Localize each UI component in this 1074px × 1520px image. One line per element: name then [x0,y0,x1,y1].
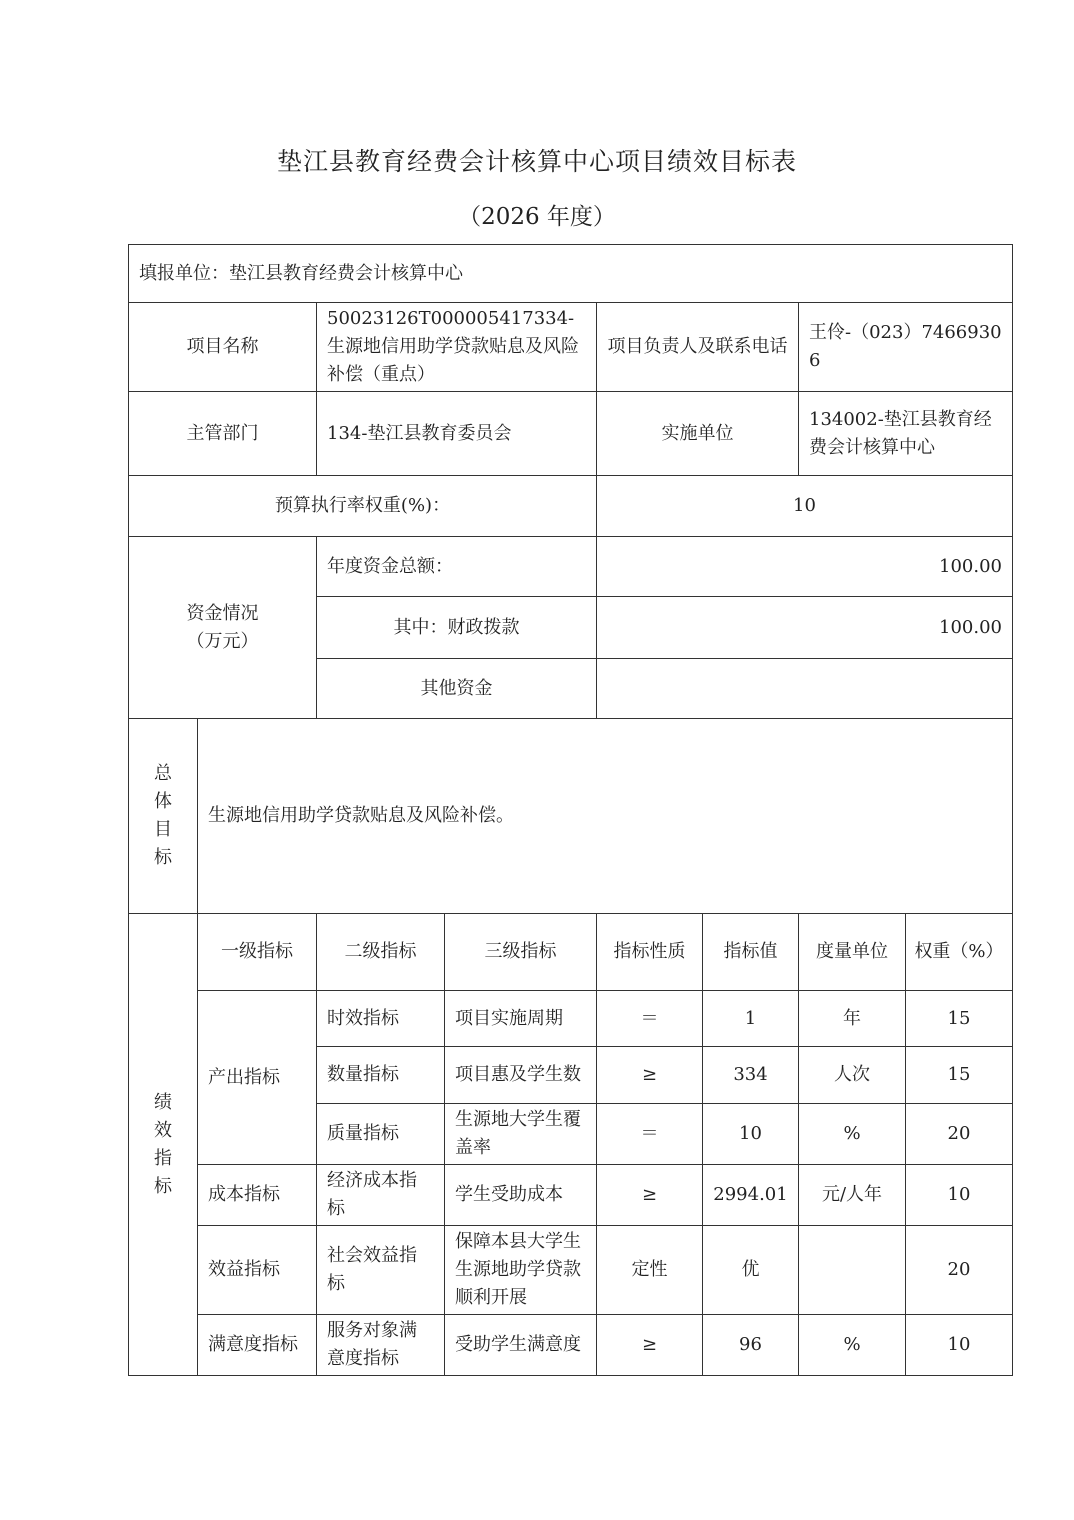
level3-cell: 项目惠及学生数 [445,1047,597,1104]
unit-cell: 年 [799,991,906,1047]
level2-cell: 经济成本指标 [317,1165,445,1226]
unit-cell: 人次 [799,1047,906,1104]
level2-cell: 数量指标 [317,1047,445,1104]
value-cell: 334 [703,1047,799,1104]
unit-cell: % [799,1315,906,1376]
level3-cell: 受助学生满意度 [445,1315,597,1376]
nature-cell: ≥ [597,1047,703,1104]
dept-label: 主管部门 [129,392,317,476]
value-cell: 10 [703,1104,799,1165]
level2-cell: 社会效益指标 [317,1226,445,1315]
unit-cell: % [799,1104,906,1165]
funds-label-text: 资金情况（万元） [186,602,259,652]
header-cell: 度量单位 [799,914,906,991]
goal-label-text: 总体目标 [153,763,172,868]
project-name-label: 项目名称 [129,303,317,392]
weight-cell: 15 [906,991,1013,1047]
project-name: 50023126T000005417334-生源地信用助学贷款贴息及风险补偿（重点） [317,303,597,392]
level2-cell: 服务对象满意度指标 [317,1315,445,1376]
document-year: （2026 年度） [458,204,616,230]
level3-cell: 学生受助成本 [445,1165,597,1226]
reporting-unit: 填报单位：垫江县教育经费会计核算中心 [129,245,1013,303]
value-cell: 96 [703,1315,799,1376]
unit-cell: 元/人年 [799,1165,906,1226]
goal-text: 生源地信用助学贷款贴息及风险补偿。 [198,719,1013,914]
indicator-header-row [129,914,1013,991]
level3-cell: 生源地大学生覆盖率 [445,1104,597,1165]
funds-total-label: 年度资金总额： [317,537,597,597]
document-title: 垫江县教育经费会计核算中心项目绩效目标表 [276,147,797,176]
funds-label [129,537,317,719]
funds-fiscal-label: 其中：财政拨款 [317,597,597,659]
table-row [129,991,1013,1047]
level3-cell: 项目实施周期 [445,991,597,1047]
contact-label: 项目负责人及联系电话 [597,303,799,392]
funds-other-label: 其他资金 [317,659,597,719]
header-cell: 指标值 [703,914,799,991]
weight-cell: 10 [906,1315,1013,1376]
contact: 王伶-（023）74669306 [799,303,1013,392]
impl-unit: 134002-垫江县教育经费会计核算中心 [799,392,1013,476]
table-row [129,1226,1013,1315]
header-cell: 一级指标 [198,914,317,991]
header-cell: 二级指标 [317,914,445,991]
unit-cell [799,1226,906,1315]
weight-cell: 15 [906,1047,1013,1104]
nature-cell: ≥ [597,1315,703,1376]
nature-cell: ＝ [597,991,703,1047]
funds-fiscal: 100.00 [597,597,1013,659]
weight-cell: 20 [906,1226,1013,1315]
budget-rate: 10 [597,476,1013,537]
impl-label: 实施单位 [597,392,799,476]
funds-other [597,659,1013,719]
nature-cell: ≥ [597,1165,703,1226]
header-cell: 三级指标 [445,914,597,991]
level1-cell: 产出指标 [198,991,317,1165]
goal-label [129,719,198,914]
header-cell: 指标性质 [597,914,703,991]
indicators-label-text: 绩效指标 [153,1091,172,1197]
weight-cell: 10 [906,1165,1013,1226]
level1-cell: 成本指标 [198,1165,317,1226]
nature-cell: ＝ [597,1104,703,1165]
nature-cell: 定性 [597,1226,703,1315]
table-row [129,1165,1013,1226]
value-cell: 1 [703,991,799,1047]
level2-cell: 质量指标 [317,1104,445,1165]
budget-rate-label: 预算执行率权重(%)： [129,476,597,537]
value-cell: 2994.01 [703,1165,799,1226]
level2-cell: 时效指标 [317,991,445,1047]
dept: 134-垫江县教育委员会 [317,392,597,476]
level1-cell: 满意度指标 [198,1315,317,1376]
performance-table [128,244,1013,1376]
header-cell: 权重（%） [906,914,1013,991]
indicators-label [129,914,198,1376]
weight-cell: 20 [906,1104,1013,1165]
level1-cell: 效益指标 [198,1226,317,1315]
value-cell: 优 [703,1226,799,1315]
level3-cell: 保障本县大学生生源地助学贷款顺利开展 [445,1226,597,1315]
funds-total: 100.00 [597,537,1013,597]
table-row [129,1315,1013,1376]
